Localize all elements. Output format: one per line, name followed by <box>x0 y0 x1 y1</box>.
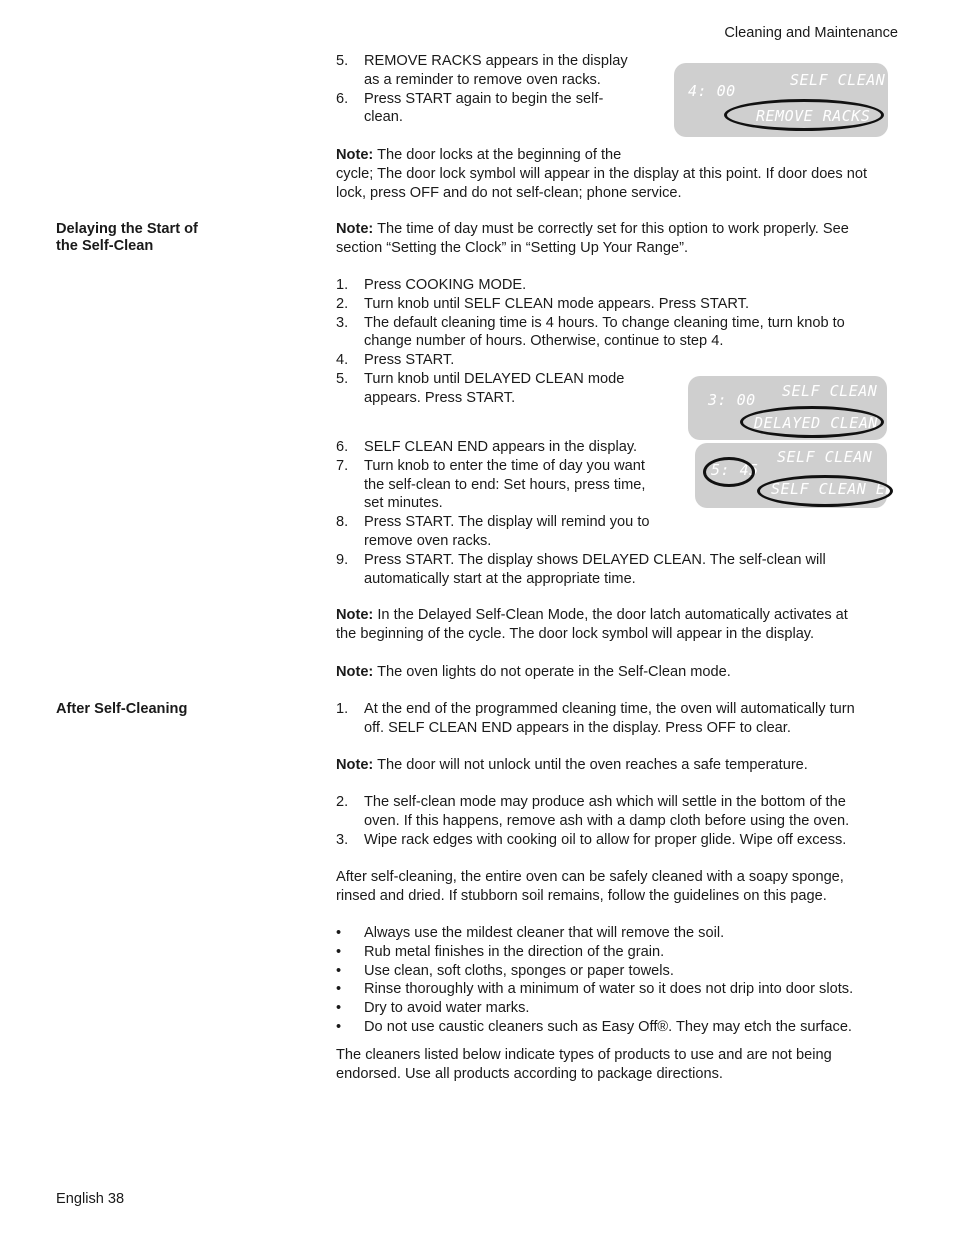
heading-delaying-self-clean: Delaying the Start of the Self-Clean <box>56 221 198 254</box>
page-number: English 38 <box>56 1191 125 1207</box>
section-header: Cleaning and Maintenance <box>724 25 898 41</box>
list-item: 2. Turn knob until SELF CLEAN mode appears. Press START. <box>336 295 750 312</box>
note-oven-lights: Note: The oven lights do not operate in the Self-Clean mode. <box>336 664 731 680</box>
list-item: • Dry to avoid water marks. <box>336 1000 530 1017</box>
display-mode: SELF CLEAN <box>782 382 878 400</box>
list-item: • Always use the mildest cleaner that will remove the soil. <box>336 925 725 941</box>
highlight-ring <box>703 457 755 487</box>
heading-after-self-cleaning: After Self-Cleaning <box>56 701 188 717</box>
oven-display-remove-racks <box>674 63 888 137</box>
highlight-ring <box>740 406 884 438</box>
display-time: 4: 00 <box>688 82 736 100</box>
note-door-latch: Note: In the Delayed Self-Clean Mode, the door latch automatically activates at the beginning of the cycle. The door lock symbol will appear in the display. <box>336 607 848 642</box>
display-message: REMOVE RACKS <box>756 107 871 125</box>
list-item: 5. Turn knob until DELAYED CLEAN mode appears. Press START. <box>336 370 625 406</box>
list-item: 3. Wipe rack edges with cooking oil to allow for proper glide. Wipe off excess. <box>336 831 847 848</box>
paragraph-soapy-sponge: After self-cleaning, the entire oven can be safely cleaned with a soapy sponge, rinsed and dried. If stubborn soil remains, follow the guidelines on this page. <box>336 869 844 904</box>
list-item: • Use clean, soft cloths, sponges or paper towels. <box>336 962 674 979</box>
cleaning-tips-list <box>336 924 853 1037</box>
list-item: 6. SELF CLEAN END appears in the display. <box>336 439 638 455</box>
list-item: 9. Press START. The display shows DELAYED CLEAN. The self-clean will automatically start at the appropriate time. <box>336 551 826 587</box>
list-item: 8. Press START. The display will remind you to remove oven racks. <box>336 514 650 549</box>
display-message: DELAYED CLEAN <box>754 414 878 432</box>
display-time: 5: 45 <box>711 461 759 479</box>
display-time: 3: 00 <box>708 391 756 409</box>
list-item: • Rub metal finishes in the direction of the grain. <box>336 943 665 960</box>
list-item: • Do not use caustic cleaners such as Easy Off®. They may etch the surface. <box>336 1018 852 1035</box>
after-steps-list <box>336 700 855 738</box>
list-item: 6. Press START again to begin the self- clean. <box>336 90 604 126</box>
list-item: 2. The self-clean mode may produce ash which will settle in the bottom of the oven. If this happens, remove ash with a damp cloth before using the oven. <box>336 794 850 829</box>
list-item: • Rinse thoroughly with a minimum of water so it does not drip into door slots. <box>336 981 854 998</box>
paragraph-cleaners-disclaimer: The cleaners listed below indicate types of products to use and are not being endorsed. Use all products according to package directions. <box>336 1047 832 1082</box>
note-time-of-day: Note: The time of day must be correctly set for this option to work properly. See section “Setting the Clock” in “Setting Up Your Range”. <box>336 221 849 256</box>
after-steps-list-continued <box>336 793 849 849</box>
display-message: SELF CLEAN END <box>771 480 905 498</box>
list-item: 4. Press START. <box>336 352 455 369</box>
list-item: 7. Turn knob to enter the time of day you want the self-clean to end: Set hours, press time, set minutes. <box>336 457 646 512</box>
highlight-ring <box>757 475 893 507</box>
note-door-unlock: Note: The door will not unlock until the oven reaches a safe temperature. <box>336 757 808 773</box>
top-steps-list <box>336 52 628 127</box>
list-item: 1. Press COOKING MODE. <box>336 277 527 293</box>
list-item: 5. REMOVE RACKS appears in the display as a reminder to remove oven racks. <box>336 53 628 88</box>
highlight-ring <box>724 99 884 131</box>
list-item: 1. At the end of the programmed cleaning time, the oven will automatically turn off. SELF CLEAN END appears in the display. Press OFF to clear. <box>336 701 855 736</box>
oven-display-delayed-clean <box>688 376 887 440</box>
list-item: 3. The default cleaning time is 4 hours. To change cleaning time, turn knob to change number of hours. Otherwise, continue to step 4. <box>336 314 845 350</box>
note-door-locks: Note: The door locks at the beginning of the cycle; The door lock symbol will appear in the display at this point. If door does not lock, press OFF and do not self-clean; phone service. <box>336 147 868 201</box>
oven-display-self-clean-end <box>695 443 905 508</box>
display-mode: SELF CLEAN <box>790 71 886 89</box>
display-mode: SELF CLEAN <box>777 448 873 466</box>
